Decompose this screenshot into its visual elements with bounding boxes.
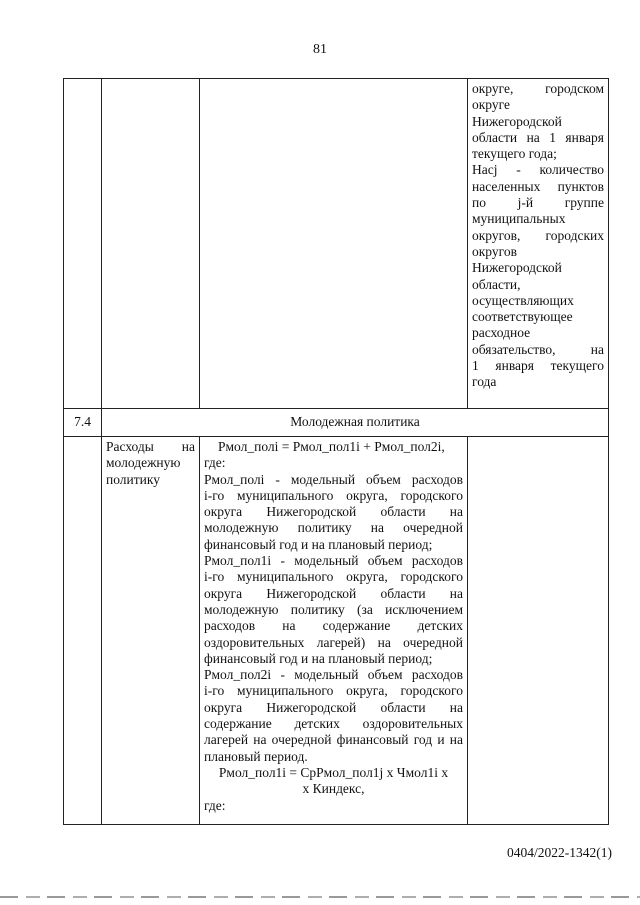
- formula-line: содержание детских оздоровительных: [204, 716, 463, 732]
- formula-line: где:: [204, 797, 226, 813]
- cell-notes: [468, 437, 609, 825]
- notes-line: Насj - количество: [472, 162, 604, 178]
- notes-line: Нижегородской: [472, 113, 562, 129]
- formula-line: молодежную политику (за исключением: [204, 601, 463, 617]
- section-title: Молодежная политика: [102, 409, 609, 437]
- notes-line: по j-й группе: [472, 195, 604, 211]
- notes-line: округов: [472, 243, 517, 259]
- formula-line: Рмол_пол2i - модельный объем расходов: [204, 667, 463, 683]
- cell-number: [64, 437, 102, 825]
- notes-line: области,: [472, 276, 521, 292]
- expense-formula: [200, 437, 468, 825]
- formula-line: i-го муниципального округа, городского: [204, 487, 463, 503]
- formula-line: Рмол_полi = Рмол_пол1i + Рмол_пол2i,: [218, 439, 445, 454]
- cell-name: [102, 79, 200, 409]
- notes-line: года: [472, 374, 497, 390]
- cell-number: [64, 79, 102, 409]
- notes-line: осуществляющих: [472, 292, 574, 308]
- formula-line: оздоровительных лагерей) на очередной: [204, 634, 463, 650]
- formula-line: финансовый год и на плановый период;: [204, 650, 433, 666]
- notes-line: 1 января текущего: [472, 358, 604, 374]
- page-number: 81: [313, 42, 327, 57]
- cell-notes: [468, 79, 609, 409]
- formula-line: i-го муниципального округа, городского: [204, 569, 463, 585]
- section-row: [64, 409, 609, 437]
- formula-line: округа Нижегородской области на: [204, 699, 463, 715]
- notes-line: области на 1 января: [472, 129, 604, 145]
- continuation-row: [64, 79, 609, 409]
- formula-line: Рмол_пол1i = СрРмол_пол1j х Чмол1i х: [218, 764, 449, 780]
- formula-line: Рмол_пол1i - модельный объем расходов: [204, 553, 463, 569]
- notes-line: населенных пунктов: [472, 178, 604, 194]
- document-code: 0404/2022-1342(1): [507, 845, 612, 860]
- formula-line: молодежную политику на очередной: [204, 520, 463, 536]
- formula-line: расходов на содержание детских: [204, 618, 463, 634]
- formula-line: финансовый год и на плановый период;: [204, 536, 433, 552]
- formula-line: х Киндекс,: [302, 781, 365, 797]
- notes-line: соответствующее: [472, 309, 573, 325]
- formula-line: Рмол_полi - модельный объем расходов: [204, 471, 463, 487]
- formula-line: округа Нижегородской области на: [204, 504, 463, 520]
- notes-line: муниципальных: [472, 211, 566, 227]
- formula-line: округа Нижегородской области на: [204, 585, 463, 601]
- formula-line: лагерей на очередной финансовый год и на: [204, 732, 463, 748]
- formula-line: где:: [204, 455, 226, 471]
- formula-line: i-го муниципального округа, городского: [204, 683, 463, 699]
- section-number: 7.4: [64, 409, 102, 437]
- scan-edge-line: [0, 896, 640, 898]
- cell-formula: [200, 79, 468, 409]
- notes-line: округов, городских: [472, 227, 604, 243]
- notes-line: обязательство, на: [472, 341, 604, 357]
- expense-row: [64, 437, 609, 825]
- name-line: политику: [106, 471, 160, 487]
- name-line: Расходы на: [106, 439, 195, 454]
- notes-line: расходное: [472, 325, 531, 341]
- name-line: молодежную: [106, 455, 181, 471]
- notes-line: Нижегородской: [472, 260, 562, 276]
- notes-line: округе, городском: [472, 81, 604, 96]
- notes-line: текущего года;: [472, 146, 557, 162]
- notes-line: округе: [472, 97, 510, 113]
- formula-table: [63, 78, 609, 825]
- expense-name: [102, 437, 200, 825]
- formula-line: плановый период.: [204, 748, 308, 764]
